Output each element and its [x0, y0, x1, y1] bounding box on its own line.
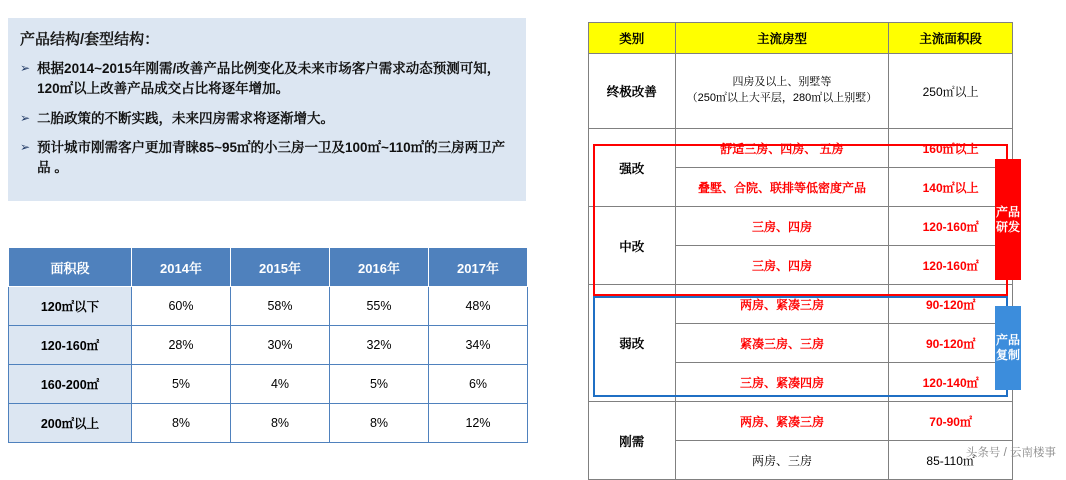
cell-area-range: 85-110㎡: [889, 441, 1013, 480]
area-share-table: [8, 247, 528, 443]
side-tag-research: 产品研发: [995, 159, 1021, 280]
cell-house-type: 三房、四房: [675, 207, 889, 246]
cell-house-type: 紧凑三房、三房: [675, 324, 889, 363]
callout-title: 产品结构/套型结构：: [20, 31, 160, 48]
cell: 34%: [429, 326, 528, 365]
table-row: [589, 285, 1013, 324]
product-table-body: [589, 54, 1013, 480]
table-row: [589, 129, 1013, 168]
left-panel: [0, 0, 546, 466]
callout-bullet-3: [20, 138, 514, 179]
callout-bullet-1: [20, 59, 514, 100]
row-category: 中改: [589, 207, 676, 285]
table-row: [9, 287, 528, 326]
cell: 4%: [231, 365, 330, 404]
callout-bullet-text: 根据2014~2015年刚需/改善产品比例变化及未来市场客户需求动态预测可知，120㎡以上改善产品成交占比将逐年增加。: [37, 61, 501, 97]
row-category: 弱改: [589, 285, 676, 402]
row-category: 刚需: [589, 402, 676, 480]
cell: 30%: [231, 326, 330, 365]
product-structure-table: [588, 22, 1013, 480]
callout-bullet-2: [20, 109, 514, 129]
cell-house-type: 舒适三房、四房、 五房: [675, 129, 889, 168]
cell-area-range: 250㎡以上: [889, 54, 1013, 129]
column-header: 2015年: [231, 248, 330, 287]
row-label: 120㎡以下: [9, 287, 132, 326]
cell: 48%: [429, 287, 528, 326]
callout-bullet-text: 二胎政策的不断实践，未来四房需求将逐渐增大。: [37, 110, 335, 126]
cell: 55%: [330, 287, 429, 326]
column-header: 主流房型: [675, 23, 889, 54]
table-row: [9, 365, 528, 404]
cell-area-range: 90-120㎡: [889, 324, 1013, 363]
column-header: 2016年: [330, 248, 429, 287]
bullet-arrow-icon: ➢: [20, 139, 31, 154]
column-header: 类别: [589, 23, 676, 54]
table-row: [589, 54, 1013, 129]
cell: 12%: [429, 404, 528, 443]
cell: 28%: [132, 326, 231, 365]
cell-house-type: 两房、紧凑三房: [675, 285, 889, 324]
row-category: 强改: [589, 129, 676, 207]
cell: 8%: [132, 404, 231, 443]
table-header-row: [9, 248, 528, 287]
watermark: 头条号 / 云南楼事: [965, 447, 1056, 459]
row-label: 200㎡以上: [9, 404, 132, 443]
cell: 8%: [231, 404, 330, 443]
cell-house-type: 四房及以上、别墅等 （250㎡以上大平层，280㎡以上别墅）: [675, 54, 889, 129]
callout-bullet-text: 预计城市刚需客户更加青睐85~95㎡的小三房一卫及100㎡~110㎡的三房两卫产品 。: [37, 139, 506, 175]
right-panel: [588, 22, 1028, 480]
column-header: 2014年: [132, 248, 231, 287]
cell-house-type: 三房、紧凑四房: [675, 363, 889, 402]
cell: 5%: [330, 365, 429, 404]
cell-area-range: 120-160㎡: [889, 207, 1013, 246]
cell: 32%: [330, 326, 429, 365]
cell: 5%: [132, 365, 231, 404]
row-category: 终极改善: [589, 54, 676, 129]
cell-area-range: 120-160㎡: [889, 246, 1013, 285]
table-header-row: [589, 23, 1013, 54]
cell: 8%: [330, 404, 429, 443]
row-label: 120-160㎡: [9, 326, 132, 365]
cell: 60%: [132, 287, 231, 326]
cell: 58%: [231, 287, 330, 326]
table-row: [9, 404, 528, 443]
bullet-arrow-icon: ➢: [20, 61, 31, 75]
table-row: [589, 207, 1013, 246]
column-header: 面积段: [9, 248, 132, 287]
bullet-arrow-icon: ➢: [20, 110, 31, 125]
column-header: 主流面积段: [889, 23, 1013, 54]
cell-house-type: 三房、四房: [675, 246, 889, 285]
summary-callout: [8, 18, 526, 201]
cell-area-range: 90-120㎡: [889, 285, 1013, 324]
cell-area-range: 160㎡以上: [889, 129, 1013, 168]
side-tag-replication: 产品复制: [995, 306, 1021, 390]
cell: 6%: [429, 365, 528, 404]
cell-house-type: 两房、紧凑三房: [675, 402, 889, 441]
cell-area-range: 120-140㎡: [889, 363, 1013, 402]
cell-house-type: 叠墅、合院、联排等低密度产品: [675, 168, 889, 207]
cell-area-range: 140㎡以上: [889, 168, 1013, 207]
column-header: 2017年: [429, 248, 528, 287]
table-row: [589, 402, 1013, 441]
cell-area-range: 70-90㎡: [889, 402, 1013, 441]
cell-house-type: 两房、三房: [675, 441, 889, 480]
row-label: 160-200㎡: [9, 365, 132, 404]
table-row: [9, 326, 528, 365]
